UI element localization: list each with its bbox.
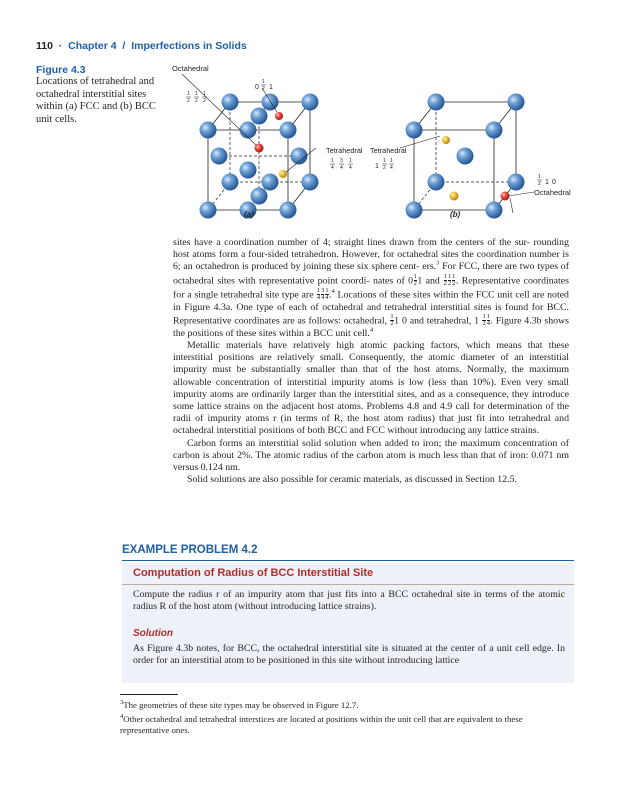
coord-octa-b-0: 0 [552,179,556,186]
unit-cell-figure [168,62,578,222]
coord-tetra-b-d1: 2 [383,165,386,171]
figure-caption [36,64,164,126]
bcc-atom [406,122,423,139]
p1-line: nates of 0 [373,274,414,286]
tetrahedral-label-b: Tetrahedral [370,146,407,155]
coord-tetra-b-d2: 4 [390,165,393,171]
footnote-mark: 3 [120,699,124,707]
footnote-text: Other octahedral and tetrahedral interstices are located at positions within the unit cell that are equivalent to these representative ones. [120,714,523,735]
fraction: $\frac{1}{2}$ [443,272,447,288]
fcc-atom [200,122,217,139]
bcc-atom [508,174,525,191]
tetrahedral-site-marker [442,136,450,144]
coord-tetra-b-n2: 1 [390,158,393,164]
coord-octa-b-d: 2 [538,181,541,187]
footnote-mark: 4 [120,713,124,721]
fraction: $\frac{1}{4}$ [486,312,490,328]
coord-tetra-a-n1: 1 [331,158,334,164]
page-number: 110 [36,40,53,52]
p1-line: . Representative coordinates for a single tetrahedral site type are [173,274,569,300]
bcc-atom [486,202,503,219]
p1-line: For FCC, there are two types of octahedral sites with representative point coordi- [173,261,569,286]
example-problem-text: Compute the radius r of an impurity atom that just fits into a BCC octahedral site in terms of the atomic radius R of the host atom (without introducing lattice strains). [133,589,565,613]
footnote-4 [120,714,572,736]
tetrahedral-site-marker [279,170,287,178]
p1-line: rounding host atoms form a four-sided tetrahedron. However, for octahedral sites the [173,237,569,261]
coord-octa-b-1: 1 [545,179,549,186]
fcc-atom [240,122,257,139]
p1-line: 1 and [417,274,440,286]
fcc-atom [222,174,239,191]
coord-octa-b-n: 1 [538,174,541,180]
chapter-title: Imperfections in Solids [131,40,247,52]
bcc-atom [428,94,445,111]
panel-label-b: (b) [450,210,461,219]
p1-line: sites have a coordination number of 4; straight lines drawn from the centers of the sur- [173,237,530,248]
fcc-atom [240,162,257,179]
example-problem-title: EXAMPLE PROBLEM 4.2 [122,544,258,556]
fcc-atom [200,202,217,219]
fcc-atom [280,122,297,139]
fraction: $\frac{1}{2}$ [390,312,394,328]
example-subtitle-rule [122,584,574,585]
bcc-cell [370,94,571,220]
running-header [36,40,247,52]
paragraph-1: sites have a coordination number of 4; straight lines drawn from the centers of the sur- rounding host atoms form a four-sided tetrahedron. However, for octahedral sites the coordination number is 6; an octahedron is produced by joining these six sphere cent- ers.$^3$ For FCC, there are two types of octahedral sites with representative point coordi- nates of 0 $\frac{1}{2}$ 1 and $\frac{1}{2}$ $\frac{1}{2}$ $\frac{1}{2}$ . Representative coordinates for a single tetrahedral site type are $\frac{1}{4}$ $\frac{3}{4}$ $\frac{1}{4}$ .$^4$ Locations of these sites within the FCC unit cell are noted in Figure 4.3a. One type of each of octahedral and tetrahedral interstitial sites is found for BCC. Representative coordinates are as follows: octahedral, $\frac{1}{2}$ 1 0 and tetrahedral, 1 $\frac{1}{2}$ $\frac{1}{4}$ . Figure 4.3b shows the positions of these sites within a BCC unit cell.$^4$ [173,237,569,339]
fcc-atom [222,94,239,111]
fcc-atom [262,94,279,111]
p1-line: . Figure 4.3b shows the [173,315,569,339]
p1-line: coordination number is 6; an octahedron is produced by joining these six sphere cent- [173,249,569,273]
coord-tetra-a-n2: 3 [340,158,343,164]
fcc-atom [302,174,319,191]
bcc-atom [486,122,503,139]
bcc-atom [428,174,445,191]
footnote-text: The geometries of these site types may be observed in Figure 12.7. [123,700,359,710]
p1-line: of each of octahedral and tetrahedral interstitial sites is found for BCC. Representative [173,301,569,327]
example-title-rule [122,560,574,561]
footnote-3 [120,700,572,711]
coord-tetra-b-1: 1 [375,163,379,170]
header-bullet: · [58,40,63,52]
tetrahedral-label-a-group [326,146,363,171]
coord-corner-n2: 1 [195,91,198,97]
fraction: $\frac{1}{2}$ [452,272,456,288]
solution-label: Solution [133,628,173,639]
coord-octa-a-0: 0 [255,84,259,91]
fcc-atom [211,148,228,165]
fcc-atom [251,188,268,205]
bcc-atom [508,94,525,111]
caption-text: Locations of tetrahedral and octahedral interstitial sites within (a) FCC and (b) BCC unit cells. [36,76,156,125]
fcc-cell [172,64,319,219]
coord-tetra-b-n1: 1 [383,158,386,164]
coord-tetra-a-d3: 4 [349,165,352,171]
coord-tetra-a-n3: 1 [349,158,352,164]
coord-tetra-a-d2: 4 [340,165,343,171]
fraction: $\frac{1}{4}$ [325,286,329,302]
fraction: $\frac{3}{4}$ [321,286,325,302]
octahedral-label-b: Octahedral [534,188,571,197]
body-text [173,237,569,486]
paragraph-3: Carbon forms an interstitial solid solution when added to iron; the maximum concentration of carbon is about 2%. The atomic radius of the carbon atom is much less than that of iron: 0.071 nm versus 0.124 nm. [173,437,569,474]
octahedral-label-a: Octahedral [172,64,209,73]
octahedral-site-marker [275,112,283,120]
chapter-label: Chapter 4 [68,40,117,52]
footnote-rule [120,694,178,695]
fcc-atom [262,174,279,191]
p1-line: positions of these sites within a BCC unit cell. [187,327,370,339]
fcc-atom [302,94,319,111]
tetrahedral-site-marker [450,192,459,201]
coord-corner-d1: 2 [187,98,190,104]
footnote-ref: 3 [436,260,440,268]
fraction: $\frac{1}{4}$ [316,286,321,302]
example-subtitle: Computation of Radius of BCC Interstitial Site [133,567,374,579]
fraction: $\frac{1}{2}$ [413,272,417,288]
bcc-atom [457,148,474,165]
coord-octa-a-1: 1 [269,84,273,91]
fraction: $\frac{1}{2}$ [447,272,452,288]
coord-tetra-a-d1: 4 [331,165,334,171]
tetrahedral-label-a: Tetrahedral [326,146,363,155]
coord-octa-a-den: 2 [262,86,265,92]
coord-corner-n3: 1 [203,91,206,97]
p1-line: ers. [422,261,437,273]
footnote-ref: 4 [369,326,374,334]
fcc-atom [280,202,297,219]
fcc-atom [251,108,268,125]
footnote-ref: 4 [331,287,335,295]
figure-label: Figure 4.3 [36,64,86,76]
coord-corner-d3: 2 [203,98,206,104]
solution-text: As Figure 4.3b notes, for BCC, the octahedral interstitial site is situated at the center of a unit cell edge. In order for an interstitial atom to be positioned in this site without introducing lattice [133,643,565,667]
coord-corner-d2: 2 [195,98,198,104]
bcc-atom [406,202,423,219]
header-slash: / [122,40,126,52]
paragraph-2: Metallic materials have relatively high atomic packing factors, which means that these interstitial positions are relatively small. Consequently, the atomic diameter of an interstitial impurity must be substantially smaller than that of the host atoms. Normally, the maximum allowable concentration of interstitial impurity atoms is low (less than 10%). Even very small impurity atoms are ordinarily larger than the interstitial sites, and as a consequence, they introduce some lattice strains on the adjacent host atoms. Problems 4.8 and 4.9 call for determination of the radii of impurity atoms r (in terms of R, the host atom radius) that just fit into tetrahedral and octahedral interstitial positions of both BCC and FCC without introducing any lattice strains. [173,340,569,437]
fraction: $\frac{1}{2}$ [482,312,486,328]
coord-octa-a-num: 1 [262,79,265,85]
p1-line: Locations of these sites within the FCC unit cell are noted in Figure 4.3a. One type [173,288,569,313]
p1-line: coordinates are as follows: octahedral, [234,315,388,327]
coord-corner-n1: 1 [187,91,190,97]
panel-label-a: (a) [244,210,254,219]
paragraph-4: Solid solutions are also possible for ceramic materials, as discussed in Section 12.5. [187,474,517,486]
p1-line: 1 0 and tetrahedral, 1 [394,315,480,327]
